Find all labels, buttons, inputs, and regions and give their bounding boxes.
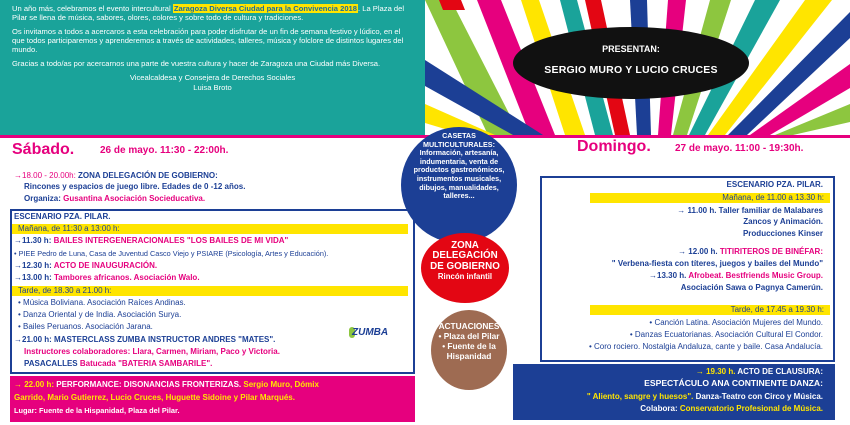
speech-bubble: [513, 27, 749, 99]
saturday-date: 26 de mayo. 11:30 - 22:00h.: [100, 145, 229, 156]
sun-b1-line7: Asociación Sawa o Pagnya Camerún.: [680, 283, 823, 292]
sun-b1-line2: Zancos y Animación.: [743, 217, 823, 226]
saturday-title: Sábado.: [12, 141, 75, 158]
intro-paragraph-3: Gracias a todo/as por acercarnos una parte de vuestra cultura y hacer de Zaragoza una Ciudad más Diversa.: [12, 59, 381, 68]
presentan-label: PRESENTAN:: [602, 44, 660, 54]
intro-text: Un año más, celebramos el evento intercultural: [12, 4, 173, 13]
sat-b1-line2: Rincones y espacios de juego libre. Edades de 0 -12 años.: [24, 182, 246, 191]
sunday-title: Domingo.: [577, 138, 651, 155]
sun-b1-line8: • Canción Latina. Asociación Mujeres del Mundo.: [649, 318, 823, 327]
time-label: → 12.00 h.: [678, 247, 720, 256]
time-label: →18.00 - 20.00h:: [14, 171, 79, 180]
organiza-label: Organiza:: [24, 194, 64, 203]
colabora-value: Conservatorio Profesional de Música.: [679, 404, 823, 413]
afternoon-label: Tarde, de 17.45 a 19.30 h:: [730, 305, 824, 314]
sat-b2-line4: [14, 273, 200, 283]
time-label: →13.00 h:: [14, 273, 55, 282]
event-label: Afrobeat. Bestfriends Music Group.: [688, 271, 823, 280]
intro-paragraph-1: [12, 4, 413, 22]
time-label: →21.00 h:: [14, 335, 55, 344]
sun-b1-line3: Producciones Kinser: [742, 229, 823, 238]
actuaciones-title: ACTUACIONES: [438, 321, 500, 331]
sat-b2-head: ESCENARIO PZA. PILAR.: [14, 212, 111, 221]
sat-b3-line2: Garrido, Mario Gutierrez, Lucio Cruces, Huguette Sidoine y Pilar Marqués.: [14, 393, 295, 402]
casetas-title: CASETAS MULTICULTURALES:: [423, 131, 495, 149]
sat-b2-line9: Instructores colaboradores: Llara, Carmen, Miriam, Paco y Victoria.: [24, 347, 280, 356]
event-label: ACTO DE CLAUSURA:: [737, 367, 823, 376]
sun-b1-line1: [677, 206, 823, 216]
event-label: TITIRITEROS DE BINÉFAR:: [719, 247, 823, 256]
event-label: ACTO DE INAUGURACIÓN.: [53, 261, 158, 270]
signature-role: Vicealcaldesa y Consejera de Derechos Sociales: [129, 73, 296, 82]
sat-b2-line5: • Música Boliviana. Asociación Raíces Andinas.: [18, 298, 186, 307]
presenters-names: SERGIO MURO Y LUCIO CRUCES: [544, 64, 718, 76]
casetas-circle: [401, 127, 517, 243]
sun-b1-line9: • Danzas Ecuatorianas. Asociación Cultural El Condor.: [629, 330, 823, 339]
saturday-header: [0, 135, 425, 164]
sun-b1-line6: [649, 271, 823, 281]
zona-sub: Rincón infantil: [437, 272, 493, 282]
time-label: → 22.00 h:: [14, 380, 57, 389]
sat-b2-line2: • PIEE Pedro de Luna, Casa de Juventud Casco Viejo y PSIARE (Psicología, Artes y Educación).: [14, 249, 329, 258]
sun-b1-line10: • Coro rociero. Nostalgia Andaluza, cante y baile. Casa Andalucía.: [588, 342, 823, 351]
sun-b1-line5: " Verbena-fiesta con títeres, juegos y bailes del Mundo": [611, 259, 823, 268]
event-label: Tambores africanos. Asociación Walo.: [54, 273, 200, 282]
sat-b2-line6: • Danza Oriental y de India. Asociación Surya.: [18, 310, 182, 319]
sat-b2-line1: [14, 236, 288, 246]
sat-b2-line7: • Bailes Peruanos. Asociación Jarana.: [18, 322, 153, 331]
sun-b2-line2: ESPECTÁCULO ANA CONTINENTE DANZA:: [644, 378, 823, 388]
sat-b1-line1: [14, 171, 218, 181]
afternoon-label: Tarde, de 18.30 a 21.00 h:: [18, 286, 112, 295]
signature-name: Luisa Broto: [193, 83, 232, 92]
organiza-value: Gusantina Asociación Socieducativa.: [63, 194, 206, 203]
sun-b2-line4: [640, 404, 823, 414]
intro-paragraph-2: Os invitamos a todos a acercaros a esta celebración para poder disfrutar de un fin de semana festivo y lúdico, en el que todos participaremos y aprenderemos a través de actividades, talleres, música y folclore de distintos lugares del mundo.: [12, 27, 404, 54]
zumba-logo: ZUMBA: [352, 327, 389, 338]
event-label: BAILES INTERGENERACIONALES "LOS BAILES DE MI VIDA": [53, 236, 289, 245]
pasacalles-value: Batucada "BATERIA SAMBARILE".: [79, 359, 213, 368]
time-label: →11.30 h:: [14, 236, 54, 245]
time-label: → 19.30 h.: [695, 367, 738, 376]
artists-label: Sergio Muro, Dómix: [241, 380, 319, 389]
sat-b2-line3: [14, 261, 157, 271]
actuaciones-circle: [431, 310, 507, 390]
signature: [12, 73, 413, 93]
event-label: Taller familiar de Malabares: [718, 206, 823, 215]
sat-b1-line3: [24, 194, 205, 204]
sun-b2-line3: [587, 392, 823, 402]
show-title: " Aliento, sangre y huesos".: [586, 392, 696, 401]
time-label: →12.30 h:: [14, 261, 54, 270]
sun-b2-line1: [696, 367, 823, 377]
event-label: PERFORMANCE: DISONANCIAS FRONTERIZAS.: [56, 380, 242, 389]
sat-b3-line1: [14, 380, 319, 390]
sat-b2-line10: [24, 359, 212, 369]
colabora-label: Colabora:: [640, 404, 680, 413]
event-label: MASTERCLASS ZUMBA INSTRUCTOR ANDRES "MATES".: [54, 335, 276, 344]
event-label: ZONA DELEGACIÓN DE GOBIERNO:: [78, 171, 218, 180]
show-desc: Danza-Teatro con Circo y Música.: [695, 392, 823, 401]
sun-afternoon-bar: [590, 305, 830, 315]
sun-morning-bar: [590, 193, 830, 203]
sat-afternoon-bar: [12, 286, 408, 296]
zona-title: ZONA DELEGACIÓN DE GOBIERNO: [430, 240, 500, 272]
sun-b1-line4: [678, 247, 823, 257]
sat-b2-line8: [14, 335, 275, 345]
time-label: → 11.00 h.: [677, 206, 719, 215]
sun-b1-head: ESCENARIO PZA. PILAR.: [726, 180, 823, 189]
actuaciones-line2: • Fuente de la Hispanidad: [442, 341, 496, 361]
intro-text: . La Plaza del Pilar se llena de música, sabores, olores, colores y sobre todo de cultura y tradiciones.: [12, 4, 405, 22]
actuaciones-line1: • Plaza del Pilar: [438, 331, 500, 341]
sat-morning-bar: [12, 224, 408, 234]
morning-label: Mañana, de 11:30 a 13:00 h:: [18, 224, 120, 233]
zona-circle: [421, 233, 509, 303]
event-name-highlight: Zaragoza Diversa Ciudad para la Convivencia 2018: [173, 4, 358, 13]
sunday-date: 27 de mayo. 11:00 - 19:30h.: [675, 143, 804, 154]
morning-label: Mañana, de 11.00 a 13.30 h:: [722, 193, 824, 202]
sat-b3-line3: Lugar: Fuente de la Hispanidad, Plaza del Pilar.: [14, 406, 180, 415]
time-label: →13.30 h.: [649, 271, 689, 280]
casetas-body: Información, artesanía, indumentaria, venta de productos gastronómicos, instrumentos musicales, dibujos, manualidades, talleres...: [413, 148, 505, 201]
intro-panel: [0, 0, 425, 135]
pasacalles-label: PASACALLES: [24, 359, 80, 368]
